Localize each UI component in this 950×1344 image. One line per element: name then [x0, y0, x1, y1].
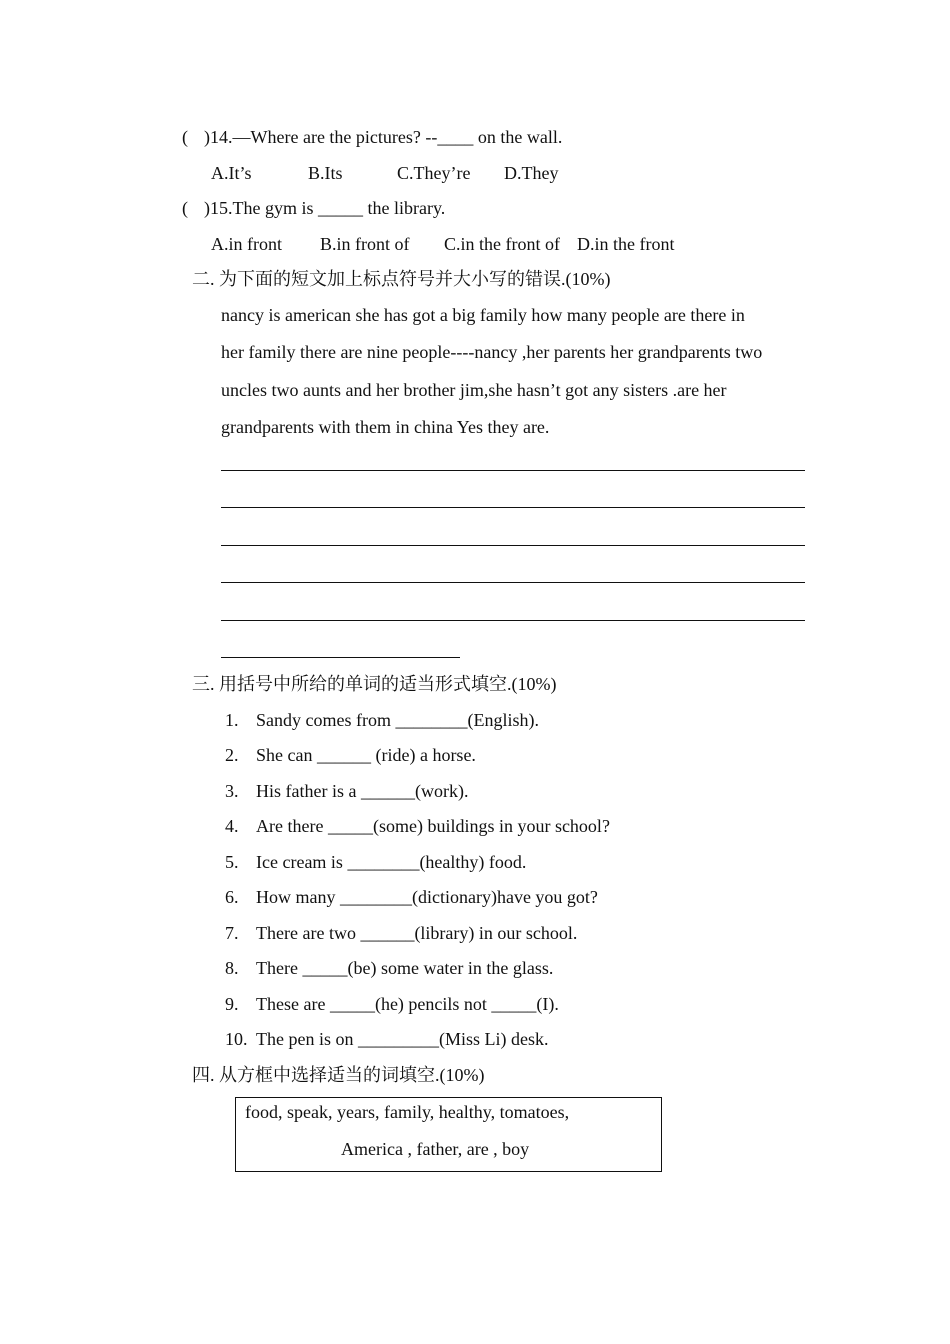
q15-option-b: B.in front of [320, 234, 410, 254]
item-number: 2. [225, 745, 239, 765]
answer-line[interactable] [221, 507, 805, 508]
answer-line[interactable] [221, 470, 805, 471]
item-number: 10. [225, 1029, 248, 1049]
word-box [235, 1097, 662, 1172]
q14-option-b: B.Its [308, 163, 343, 183]
item-number: 7. [225, 923, 239, 943]
fill-item: The pen is on _________(Miss Li) desk. [256, 1029, 549, 1049]
question-15: )15.The gym is _____ the library. [204, 198, 446, 218]
item-number: 6. [225, 887, 239, 907]
answer-line[interactable] [221, 545, 805, 546]
item-number: 1. [225, 710, 239, 730]
passage-line-3: uncles two aunts and her brother jim,she hasn’t got any sisters .are her [221, 380, 727, 400]
fill-item: These are _____(he) pencils not _____(I). [256, 994, 559, 1014]
question-14: )14.—Where are the pictures? --____ on the wall. [204, 127, 563, 147]
fill-item: His father is a ______(work). [256, 781, 469, 801]
answer-line[interactable] [221, 620, 805, 621]
answer-paren-14: ( [182, 127, 188, 147]
section2-heading: 二. 为下面的短文加上标点符号并大小写的错误.(10%) [192, 269, 611, 289]
q15-option-d: D.in the front [577, 234, 675, 254]
item-number: 4. [225, 816, 239, 836]
answer-paren-15: ( [182, 198, 188, 218]
answer-line[interactable] [221, 582, 805, 583]
passage-line-4: grandparents with them in china Yes they are. [221, 417, 550, 437]
item-number: 9. [225, 994, 239, 1014]
word-box-line-2: America , father, are , boy [341, 1139, 530, 1159]
item-number: 8. [225, 958, 239, 978]
section4-heading: 四. 从方框中选择适当的词填空.(10%) [192, 1065, 485, 1085]
fill-item: Sandy comes from ________(English). [256, 710, 539, 730]
fill-item: There are two ______(library) in our school. [256, 923, 578, 943]
fill-item: Ice cream is ________(healthy) food. [256, 852, 527, 872]
fill-item: Are there _____(some) buildings in your school? [256, 816, 610, 836]
q14-option-d: D.They [504, 163, 559, 183]
fill-item: How many ________(dictionary)have you got? [256, 887, 598, 907]
answer-line[interactable] [221, 657, 460, 658]
q14-option-c: C.They’re [397, 163, 471, 183]
item-number: 3. [225, 781, 239, 801]
q14-option-a: A.It’s [211, 163, 252, 183]
item-number: 5. [225, 852, 239, 872]
fill-item: There _____(be) some water in the glass. [256, 958, 554, 978]
q15-option-a: A.in front [211, 234, 282, 254]
passage-line-2: her family there are nine people----nancy ,her parents her grandparents two [221, 342, 763, 362]
passage-line-1: nancy is american she has got a big family how many people are there in [221, 305, 745, 325]
q15-option-c: C.in the front of [444, 234, 560, 254]
fill-item: She can ______ (ride) a horse. [256, 745, 476, 765]
section3-heading: 三. 用括号中所给的单词的适当形式填空.(10%) [192, 674, 557, 694]
word-box-line-1: food, speak, years, family, healthy, tomatoes, [245, 1102, 570, 1122]
